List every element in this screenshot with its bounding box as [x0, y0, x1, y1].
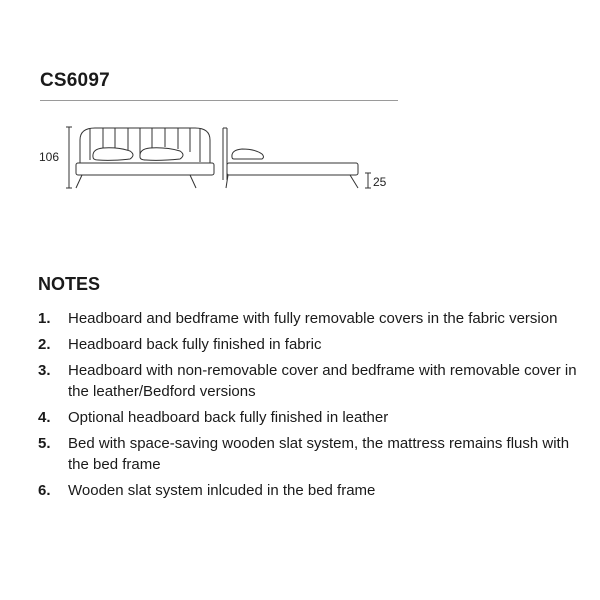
note-number: 2.: [38, 336, 51, 353]
height-dimension-label: 106: [39, 150, 60, 164]
note-number: 1.: [38, 310, 51, 327]
list-item: [38, 334, 586, 355]
list-item: [38, 407, 586, 428]
note-text: Headboard with non-removable cover and bedframe with removable cover in the leather/Bedford versions: [68, 362, 577, 400]
note-text: Wooden slat system inlcuded in the bed frame: [68, 482, 376, 499]
note-number: 5.: [38, 435, 51, 452]
list-item: [38, 433, 586, 475]
bed-front-view: [76, 128, 214, 188]
note-text: Headboard back fully finished in fabric: [68, 336, 322, 353]
note-number: 6.: [38, 482, 51, 499]
leg-dimension: [365, 173, 371, 188]
note-number: 4.: [38, 409, 51, 426]
leg-dimension-label: 25: [373, 175, 387, 189]
bed-side-view: [223, 128, 358, 188]
note-text: Optional headboard back fully finished in leather: [68, 409, 389, 426]
list-item: [38, 360, 586, 402]
list-item: [38, 308, 586, 329]
notes-list: [38, 308, 586, 506]
note-text: Bed with space-saving wooden slat system, the mattress remains flush with the bed frame: [68, 435, 570, 473]
height-dimension: [66, 127, 72, 188]
list-item: [38, 480, 586, 501]
note-text: Headboard and bedframe with fully removable covers in the fabric version: [68, 310, 558, 327]
note-number: 3.: [38, 362, 51, 379]
notes-title: NOTES: [38, 274, 101, 294]
product-code: CS6097: [40, 70, 110, 91]
bed-technical-drawing: [0, 0, 600, 220]
